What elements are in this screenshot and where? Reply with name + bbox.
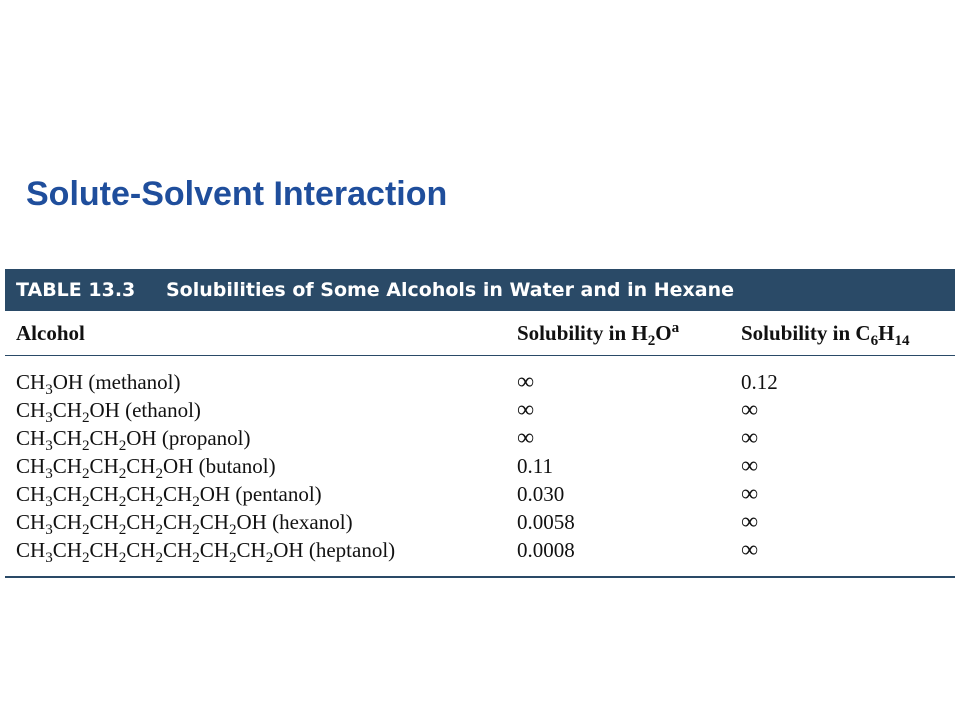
formula-group: CH	[52, 426, 82, 450]
table-row	[5, 480, 955, 508]
alcohol-cell	[5, 536, 517, 577]
formula-subscript: 2	[155, 522, 163, 539]
header-hexane-sub2: 14	[894, 332, 910, 349]
formula-group: CH	[163, 482, 193, 506]
header-water-prefix: Solubility in H	[517, 320, 648, 345]
formula-group: CH	[126, 538, 156, 562]
alcohol-cell	[5, 480, 517, 511]
formula-group: CH	[52, 510, 82, 534]
formula-subscript: 2	[265, 550, 274, 567]
formula-subscript: 2	[118, 494, 127, 511]
header-alcohol: Alcohol	[5, 311, 517, 356]
formula-subscript: 2	[228, 550, 237, 567]
formula-subscript: 2	[118, 550, 127, 567]
alcohol-name: (hexanol)	[266, 510, 353, 534]
water-solubility-cell	[517, 480, 741, 508]
water-solubility-cell	[517, 536, 741, 577]
formula-group: OH	[163, 454, 194, 478]
formula-group: CH	[16, 538, 46, 562]
table-label: TABLE 13.3	[16, 279, 136, 301]
water-solubility-cell	[517, 508, 741, 536]
table-caption: Solubilities of Some Alcohols in Water and in Hexane	[166, 279, 735, 301]
formula-subscript: 2	[81, 494, 90, 511]
formula-subscript: 2	[155, 494, 163, 511]
formula-group: CH	[89, 454, 119, 478]
formula-subscript: 2	[192, 494, 200, 511]
formula-group: CH	[163, 538, 193, 562]
formula-subscript: 2	[118, 438, 127, 455]
slide-title: Solute-Solvent Interaction	[26, 175, 448, 213]
formula-group: OH	[89, 398, 120, 422]
hexane-solubility-value: ∞	[741, 537, 759, 563]
formula-group: CH	[16, 426, 46, 450]
formula-group: CH	[16, 398, 46, 422]
hexane-solubility-value: ∞	[741, 397, 759, 423]
alcohol-name: (propanol)	[156, 426, 251, 450]
formula-group: CH	[16, 454, 46, 478]
formula-subscript: 2	[155, 550, 163, 567]
solubility-table	[5, 311, 955, 578]
header-hexane-solubility	[741, 311, 955, 356]
formula-subscript: 2	[155, 466, 163, 483]
formula-group: CH	[52, 538, 82, 562]
table-body	[5, 356, 955, 578]
alcohol-cell	[5, 396, 517, 427]
hexane-solubility-cell	[741, 396, 955, 424]
table-row	[5, 536, 955, 577]
formula-group: CH	[199, 510, 229, 534]
formula-subscript: 3	[45, 410, 53, 427]
hexane-solubility-value: 0.12	[741, 370, 778, 394]
table-row	[5, 508, 955, 536]
formula-subscript: 3	[45, 522, 53, 539]
formula-subscript: 2	[81, 410, 90, 427]
formula-group: CH	[126, 482, 156, 506]
alcohol-name: (butanol)	[193, 454, 276, 478]
hexane-solubility-cell	[741, 452, 955, 480]
water-solubility-value: 0.11	[517, 454, 553, 478]
formula-subscript: 2	[192, 550, 200, 567]
hexane-solubility-cell	[741, 480, 955, 508]
hexane-solubility-cell	[741, 356, 955, 397]
formula-subscript: 3	[45, 550, 53, 567]
water-solubility-cell	[517, 452, 741, 480]
formula-subscript: 2	[118, 522, 127, 539]
formula-subscript: 2	[81, 522, 90, 539]
header-hexane-mid: H	[878, 320, 895, 345]
formula-group: OH	[199, 482, 231, 506]
formula-subscript: 3	[45, 438, 53, 455]
formula-subscript: 2	[81, 466, 90, 483]
formula-subscript: 3	[45, 466, 53, 483]
header-water-mid: O	[655, 320, 672, 345]
formula-subscript: 2	[228, 522, 237, 539]
water-solubility-value: ∞	[517, 397, 535, 423]
water-solubility-cell	[517, 356, 741, 397]
formula-subscript: 2	[81, 550, 90, 567]
formula-group: CH	[163, 510, 193, 534]
formula-group: CH	[126, 454, 156, 478]
table-row	[5, 356, 955, 397]
formula-subscript: 3	[45, 494, 53, 511]
table-header-row	[5, 311, 955, 356]
hexane-solubility-cell	[741, 536, 955, 577]
hexane-solubility-value: ∞	[741, 509, 759, 535]
table-row	[5, 452, 955, 480]
water-solubility-value: 0.0008	[517, 538, 575, 562]
hexane-solubility-cell	[741, 424, 955, 452]
header-hexane-prefix: Solubility in C	[741, 320, 871, 345]
formula-group: CH	[16, 510, 46, 534]
header-hexane-sub1: 6	[870, 332, 879, 349]
alcohol-name: (heptanol)	[303, 538, 396, 562]
hexane-solubility-value: ∞	[741, 425, 759, 451]
header-water-solubility	[517, 311, 741, 356]
formula-subscript: 2	[81, 438, 90, 455]
formula-subscript: 2	[192, 522, 200, 539]
formula-group: CH	[89, 538, 119, 562]
water-solubility-value: 0.0058	[517, 510, 575, 534]
formula-group: OH	[273, 538, 304, 562]
formula-group: CH	[52, 454, 82, 478]
alcohol-name: (ethanol)	[119, 398, 201, 422]
header-water-footnote: a	[671, 319, 680, 336]
water-solubility-cell	[517, 396, 741, 424]
water-solubility-cell	[517, 424, 741, 452]
header-water-sub: 2	[647, 332, 656, 349]
alcohol-name: (methanol)	[83, 370, 181, 394]
alcohol-cell	[5, 356, 517, 397]
hexane-solubility-value: ∞	[741, 481, 759, 507]
alcohol-cell	[5, 424, 517, 455]
formula-group: OH	[126, 426, 157, 450]
formula-group: CH	[89, 482, 119, 506]
formula-group: CH	[52, 398, 82, 422]
formula-group: CH	[89, 426, 119, 450]
table-banner	[5, 269, 955, 311]
alcohol-cell	[5, 508, 517, 539]
formula-group: CH	[16, 482, 46, 506]
formula-group: OH	[236, 510, 267, 534]
alcohol-cell	[5, 452, 517, 483]
alcohol-name: (pentanol)	[230, 482, 322, 506]
formula-group: CH	[89, 510, 119, 534]
hexane-solubility-cell	[741, 508, 955, 536]
formula-group: CH	[126, 510, 156, 534]
formula-group: OH	[52, 370, 84, 394]
formula-subscript: 2	[118, 466, 127, 483]
water-solubility-value: 0.030	[517, 482, 565, 506]
hexane-solubility-value: ∞	[741, 453, 759, 479]
water-solubility-value: ∞	[517, 369, 535, 395]
table-row	[5, 424, 955, 452]
formula-group: CH	[199, 538, 229, 562]
formula-subscript: 3	[45, 382, 53, 399]
formula-group: CH	[236, 538, 266, 562]
table-row	[5, 396, 955, 424]
formula-group: CH	[16, 370, 46, 394]
solubility-table-figure	[5, 269, 955, 578]
formula-group: CH	[52, 482, 82, 506]
water-solubility-value: ∞	[517, 425, 535, 451]
